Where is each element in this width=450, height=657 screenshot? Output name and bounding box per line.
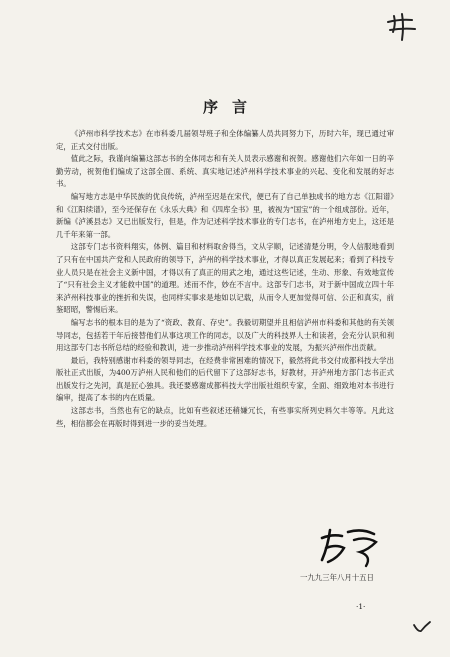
- page-number: ·1·: [356, 602, 366, 611]
- paragraph: 这部志书，当然也有它的缺点，比如有些叙述还稍嫌冗长，有些事实所列史料欠丰等等。凡此这些，相信都会在再版时得到进一步的妥当处理。: [56, 406, 394, 428]
- paragraph: 这部专门志书资料翔实，体例、篇目和材料取舍得当，文从字顺，记述清楚分明，令人信服地看到了只有在中国共产党和人民政府的领导下，泸州的科学技术事业，才得以真正发展起来；看到了科技专业人员只是在社会主义新中国，才得以有了真正的用武之地，通过这些记述，生动、形象、有效地宣传了“只有社会主义才能救中国”的道理。述而不作，妙在不言中。这部专门志书，对于新中国成立四十年来泸州科技事业的挫折和失误，也同样实事求是地如以记载，从而令人更加觉得可信、公正和真实，前鉴昭昭，警惕后来。: [56, 242, 394, 315]
- paragraph: 编写地方志是中华民族的优良传统，泸州至迟是在宋代，便已有了自己单独成书的地方志《江阳谱》和《江阳续谱》，至今还保存在《永乐大典》和《四库全书》里，被视为“国宝”的一个组成部份。近年，新编《泸溪县志》又已出版发行，但是，作为记述科学技术事业的专门志书，在泸州地方史上，这还是几千年来第一部。: [56, 191, 394, 239]
- paragraph: 《泸州市科学技术志》在市科委几届领导班子和全体编纂人员共同努力下，历时六年，现已通过审定，正式交付出版。: [56, 129, 394, 151]
- paragraph: 值此之际，我谨向编纂这部志书的全体同志和有关人员表示感谢和祝贺。感谢他们六年如一日的辛勤劳动，祝贺他们编成了这部全面、系统、真实地记述泸州科学技术事业的兴起、变化和发展的好志书。: [56, 154, 394, 189]
- paragraph: 最后，我特别感谢市科委的领导同志，在经费非常困难的情况下，毅然将此书交付成都科技大学出版社正式出版，为400万泸州人民和他们的后代留下了这部好志书，好教材，开泸州地方部门志书正式出版发行之先河，真是匠心独具。我还要感谢成都科技大学出版社组织专家，全面、细致地对本书进行编审，提高了本书的内在质量。: [56, 355, 394, 403]
- preface-body: [56, 128, 394, 430]
- check-mark-icon: [412, 620, 432, 634]
- handwritten-mark-icon: [382, 10, 422, 42]
- page-title: 序言: [202, 98, 261, 116]
- signature-date: 一九九三年八月十五日: [300, 573, 374, 582]
- paragraph: 编写志书的根本目的是为了“资政、教育、存史”。我毅切期望并且相信泸州市科委和其他的有关领导同志，包括若干年后接替他们从事这项工作的同志，以及广大的科技界人士和读者，会充分认识和利用这部专门志书所总结的经验和教训，进一步推动泸州科学技术事业的发展，为振兴泸州作出贡献。: [56, 317, 394, 353]
- handwritten-signature-icon: [318, 524, 388, 570]
